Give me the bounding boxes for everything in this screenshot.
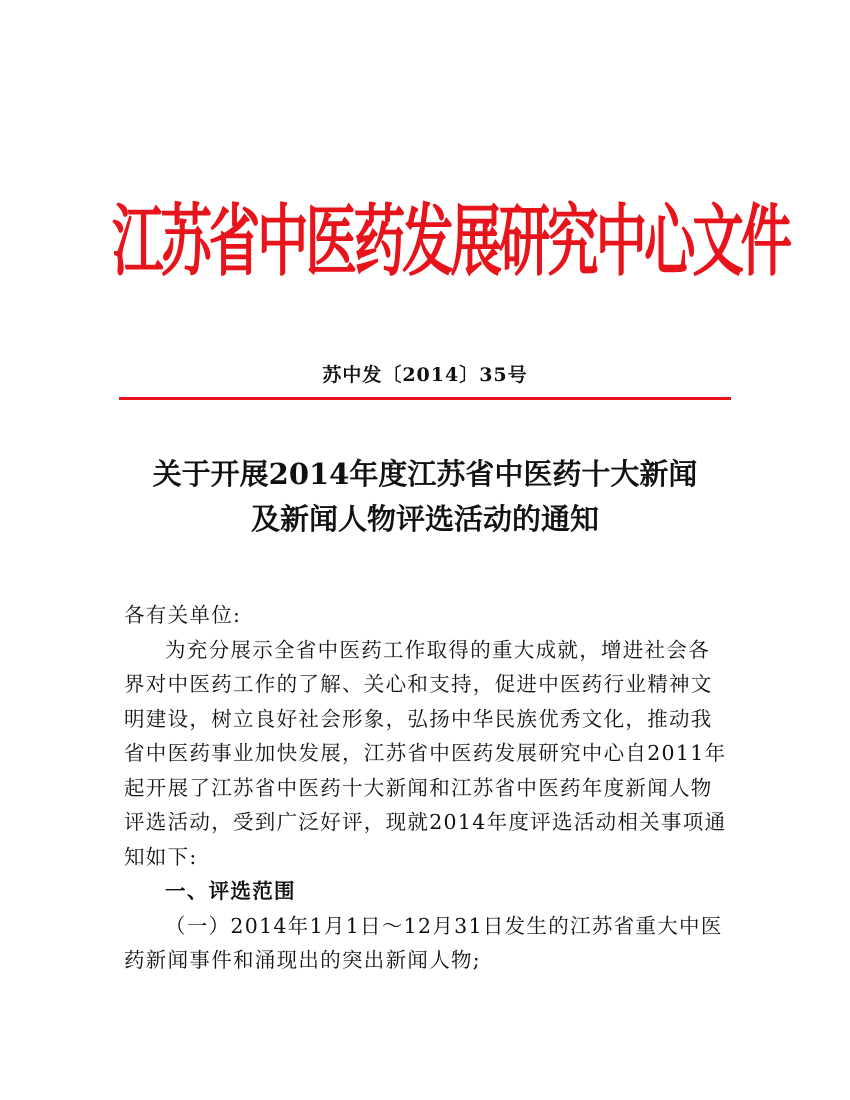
document-number: 苏中发〔2014〕35号 [322,364,528,386]
red-divider-line [119,397,731,400]
notice-title-line-1: 关于开展2014年度江苏省中医药十大新闻 [152,457,698,491]
section-heading-scope: 一、评选范围 [165,879,296,903]
notice-body [124,598,727,978]
scope-item-1: （一）2014年1月1日～12月31日发生的江苏省重大中医药新闻事件和涌现出的突出新闻人物; [124,913,723,972]
notice-title [100,452,750,542]
notice-title-line-2: 及新闻人物评选活动的通知 [250,502,599,536]
issuer-header-title: 江苏省中医药发展研究中心文件 [112,195,790,287]
salutation: 各有关单位: [124,603,242,627]
intro-paragraph: 为充分展示全省中医药工作取得的重大成就，增进社会各界对中医药工作的了解、关心和支持，促进中医药行业精神文明建设，树立良好社会形象，弘扬中华民族优秀文化，推动我省中医药事业加快发展，江苏省中医药发展研究中心自2011年起开展了江苏省中医药十大新闻和江苏省中医药年度新闻人物评选活动，受到广泛好评，现就2014年度评选活动相关事项通知如下: [124,637,727,869]
